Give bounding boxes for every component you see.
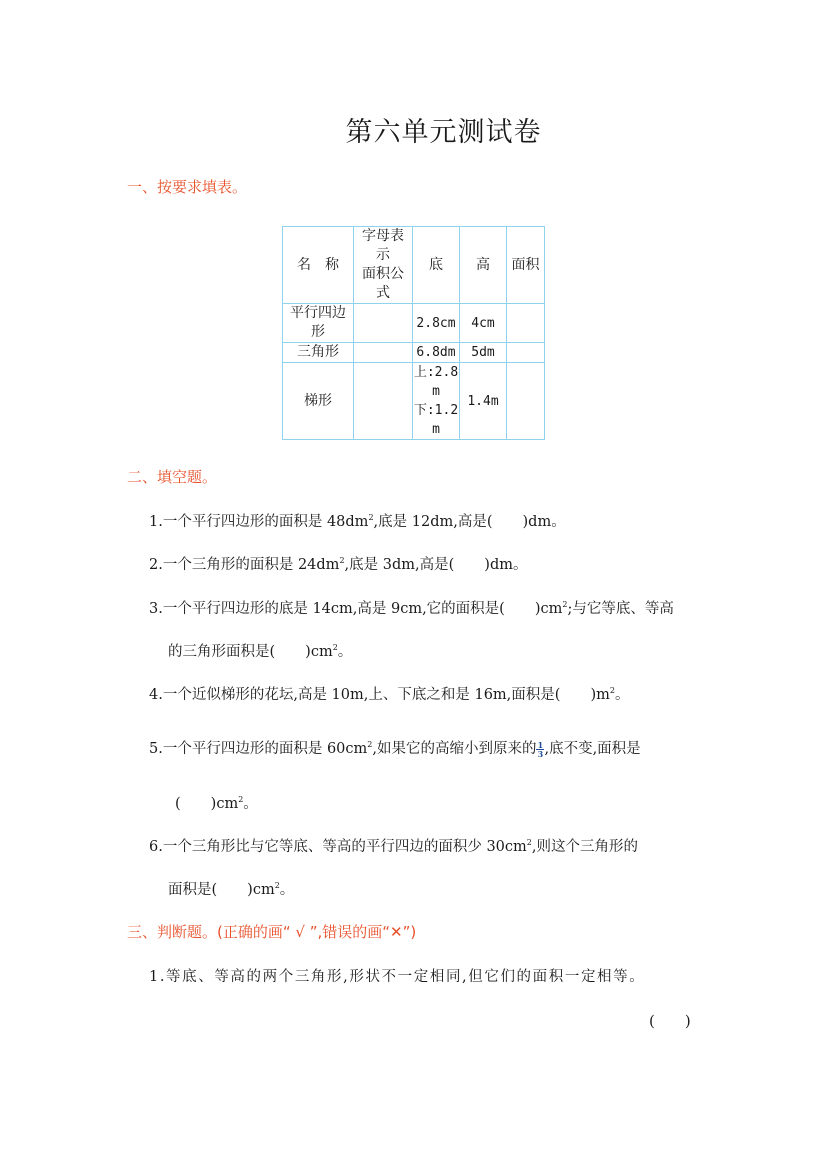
cell-name: 梯形 [283, 363, 354, 440]
fill-question-6: 6.一个三角形比与它等底、等高的平行四边的面积少 $30cm^2$,则这个三角形的 [149, 838, 638, 855]
fill-question-5-line2: ( )$cm^2$。 [175, 795, 258, 812]
table-row-trapezoid [283, 363, 545, 440]
cell-formula [354, 343, 413, 363]
header-height: 高 [460, 227, 507, 304]
judge-answer-box[interactable]: ( ) [649, 1012, 691, 1030]
fill-question-5: 5.一个平行四边形的面积是 $60cm^2$,如果它的高缩小到原来的 $\frac{1}{3}$ ,底不变,面积是 [149, 739, 641, 759]
header-formula [354, 227, 413, 304]
cell-height: 4cm [460, 304, 507, 343]
header-area: 面积 [507, 227, 545, 304]
cell-area [507, 304, 545, 343]
page-title: 第六单元测试卷 [345, 117, 542, 148]
section-2-heading: 二、填空题。 [127, 468, 218, 486]
header-formula-line3: 面积公 [362, 266, 404, 282]
cell-base-line2: m [432, 384, 440, 399]
table-row-triangle [283, 343, 545, 363]
fill-question-3-line2: 的三角形面积是( )$cm^2$。 [168, 643, 353, 660]
fill-question-1: 1.一个平行四边形的面积是 $48dm^2$,底是 12dm,高是( )dm。 [149, 513, 566, 530]
fill-question-2: 2.一个三角形的面积是 $24dm^2$,底是 3dm,高是( )dm。 [149, 556, 528, 573]
header-formula-line4: 式 [376, 285, 390, 301]
fraction-one-third: $\frac{1}{3}$ [537, 739, 544, 759]
cell-name [283, 304, 354, 343]
cell-height: 1.4m [460, 363, 507, 440]
header-name: 名 称 [283, 227, 354, 304]
fill-table [282, 226, 545, 440]
fill-question-6-line2: 面积是( )$cm^2$。 [168, 881, 295, 898]
cell-name-line2: 形 [311, 324, 325, 340]
header-formula-line1: 字母表 [362, 228, 404, 244]
cell-base-line3: 下:1.2 [413, 403, 459, 418]
cell-base-line4: m [432, 422, 440, 437]
cell-name: 三角形 [283, 343, 354, 363]
header-base: 底 [413, 227, 460, 304]
header-formula-line2: 示 [376, 247, 390, 263]
cell-area [507, 363, 545, 440]
cell-area [507, 343, 545, 363]
cell-base: 6.8dm [413, 343, 460, 363]
table-header-row [283, 227, 545, 304]
fill-question-4: 4.一个近似梯形的花坛,高是 10m,上、下底之和是 16m,面积是( )$m^2$。 [149, 686, 630, 703]
cell-name-line1: 平行四边 [290, 305, 346, 321]
cell-base [413, 363, 460, 440]
cell-base-line1: 上:2.8 [413, 365, 459, 380]
cell-height: 5dm [460, 343, 507, 363]
cell-formula [354, 363, 413, 440]
section-3-heading: 三、判断题。(正确的画“ √ ”,错误的画“✕”) [127, 923, 417, 941]
cell-formula [354, 304, 413, 343]
judge-question-1: 1.等底、等高的两个三角形,形状不一定相同,但它们的面积一定相等。 [149, 969, 646, 985]
cell-base: 2.8cm [413, 304, 460, 343]
fill-question-3: 3.一个平行四边形的底是 14cm,高是 9cm,它的面积是( )$cm^2$;与它等底、等高 [149, 600, 674, 617]
section-1-heading: 一、按要求填表。 [127, 178, 248, 196]
table-row-parallelogram [283, 304, 545, 343]
